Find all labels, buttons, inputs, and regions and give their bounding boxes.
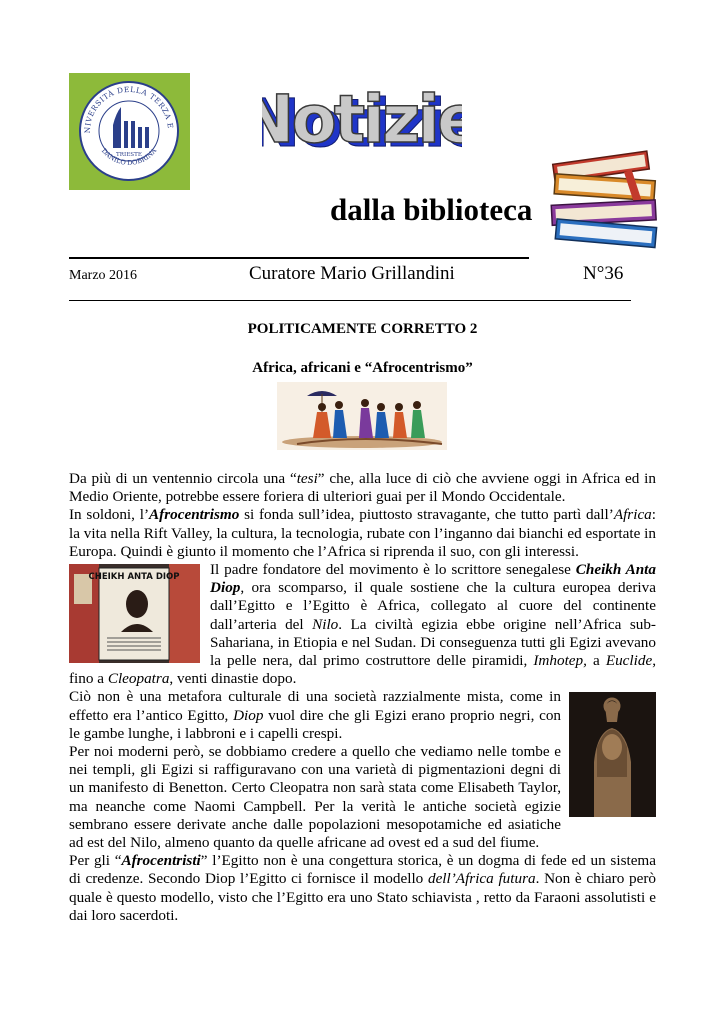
issue-date: Marzo 2016: [69, 268, 138, 283]
paragraph-diop: Il padre fondatore del movimento è lo scrittore senegalese Cheikh Anta Diop, ora scomparso, il quale sostiene che la cultura europea deriva dall’Egitto e l’Egitto è Africa, collegato al cuore del continente dall’arteria del Nilo. La civiltà egizia ebbe origine nell’Africa sub-Sahariana, in Etiopia e nel Sudan. Di conseguenza tutti gli Egizi avevano la pelle nera, dal primo costruttore delle piramidi, Imhotep, a Euclide, fino a Cleopatra, venti dinastie dopo.: [69, 561, 656, 688]
university-logo: [69, 73, 190, 190]
egyptian-statue-photo: [569, 692, 656, 817]
books-clipart: [548, 148, 683, 253]
diop-poster-photo: [69, 564, 200, 663]
svg-text:Notizie: Notizi: [262, 85, 444, 162]
books-stack-icon: [548, 148, 683, 253]
svg-text:TRIESTE: TRIESTE: [116, 152, 142, 158]
issue-number: N°36: [583, 263, 624, 284]
paragraph-afrocentristi: Per gli “Afrocentristi” l’Egitto non è una congettura storica, è un dogma di fede ed un sistema di credenze. Secondo Diop l’Egitto ci fornisce il modello dell’Africa futura. Non è chiaro però quale è questo modello, visto che l’Egitto era uno Stato schiavista , retto da Faraoni assolutisti e dai loro sacerdoti.: [69, 852, 656, 924]
masthead-wordart: [262, 68, 462, 163]
article-heading: POLITICAMENTE CORRETTO 2: [247, 321, 478, 337]
svg-text:UNIVERSITÀ DELLA TERZA ETÀ: NIVERSITÀ DELLA TERZA E: [82, 84, 176, 134]
newsletter-subtitle: dalla biblioteca: [330, 192, 533, 227]
svg-text:DANILO DOBRINA: DANILO DOBRINA: [99, 146, 159, 167]
svg-text:CHEIKH ANTA DIOP: CHEIKH ANTA DIOP: [88, 572, 180, 583]
paragraph-afrocentrismo: In soldoni, l’Afrocentrismo si fonda sull’idea, piuttosto stravagante, che tutto partì dall’Africa: la vita nella Rift Valley, la cultura, la tecnologia, rubate con l’inganno dai bianchi ed esportate in Europa. Quindi è giunto il momento che l’Africa si riprenda il suo, con gli interessi.: [69, 506, 657, 560]
header-rule: [69, 257, 529, 259]
paragraph-intro: Da più di un ventennio circola una “tesi” che, alla luce di ciò che avviene oggi in Africa ed in Medio Oriente, potrebbe essere foriera di ulteriori guai per il Mondo Occidentale.: [69, 470, 656, 506]
african-dancers-illustration: [277, 382, 447, 450]
svg-text:Notizie: Notizie: [262, 81, 462, 158]
article-body: [69, 470, 656, 925]
curator-name: Curatore Mario Grillandini: [249, 263, 455, 284]
paragraph-metafora: Ciò non è una metafora culturale di una società razzialmente mista, come in effetto era l’antico Egitto, Diop vuol dire che gli Egizi erano proprio negri, con le gambe lunghe, i labbroni e i capelli crespi.: [69, 688, 562, 742]
university-seal-icon: [69, 73, 190, 190]
meta-rule: [69, 300, 631, 301]
article-subheading: Africa, africani e “Afrocentrismo”: [252, 360, 473, 376]
paragraph-moderni: Per noi moderni però, se dobbiamo credere a quello che vediamo nelle tombe e nei templi, gli Egizi si raffiguravano con una varietà di pigmentazioni degni di un manifesto di Benetton. Certo Cleopatra non sarà stata come Elisabeth Taylor, ma neanche come Naomi Campbell. Per la verità le antiche società egizie sembrano essere derivate anche dalle popolazioni mesopotamiche ed asiatiche ad est del Nilo, almeno quanto da quelle africane ad ovest ed a sud del fiume.: [69, 743, 561, 852]
